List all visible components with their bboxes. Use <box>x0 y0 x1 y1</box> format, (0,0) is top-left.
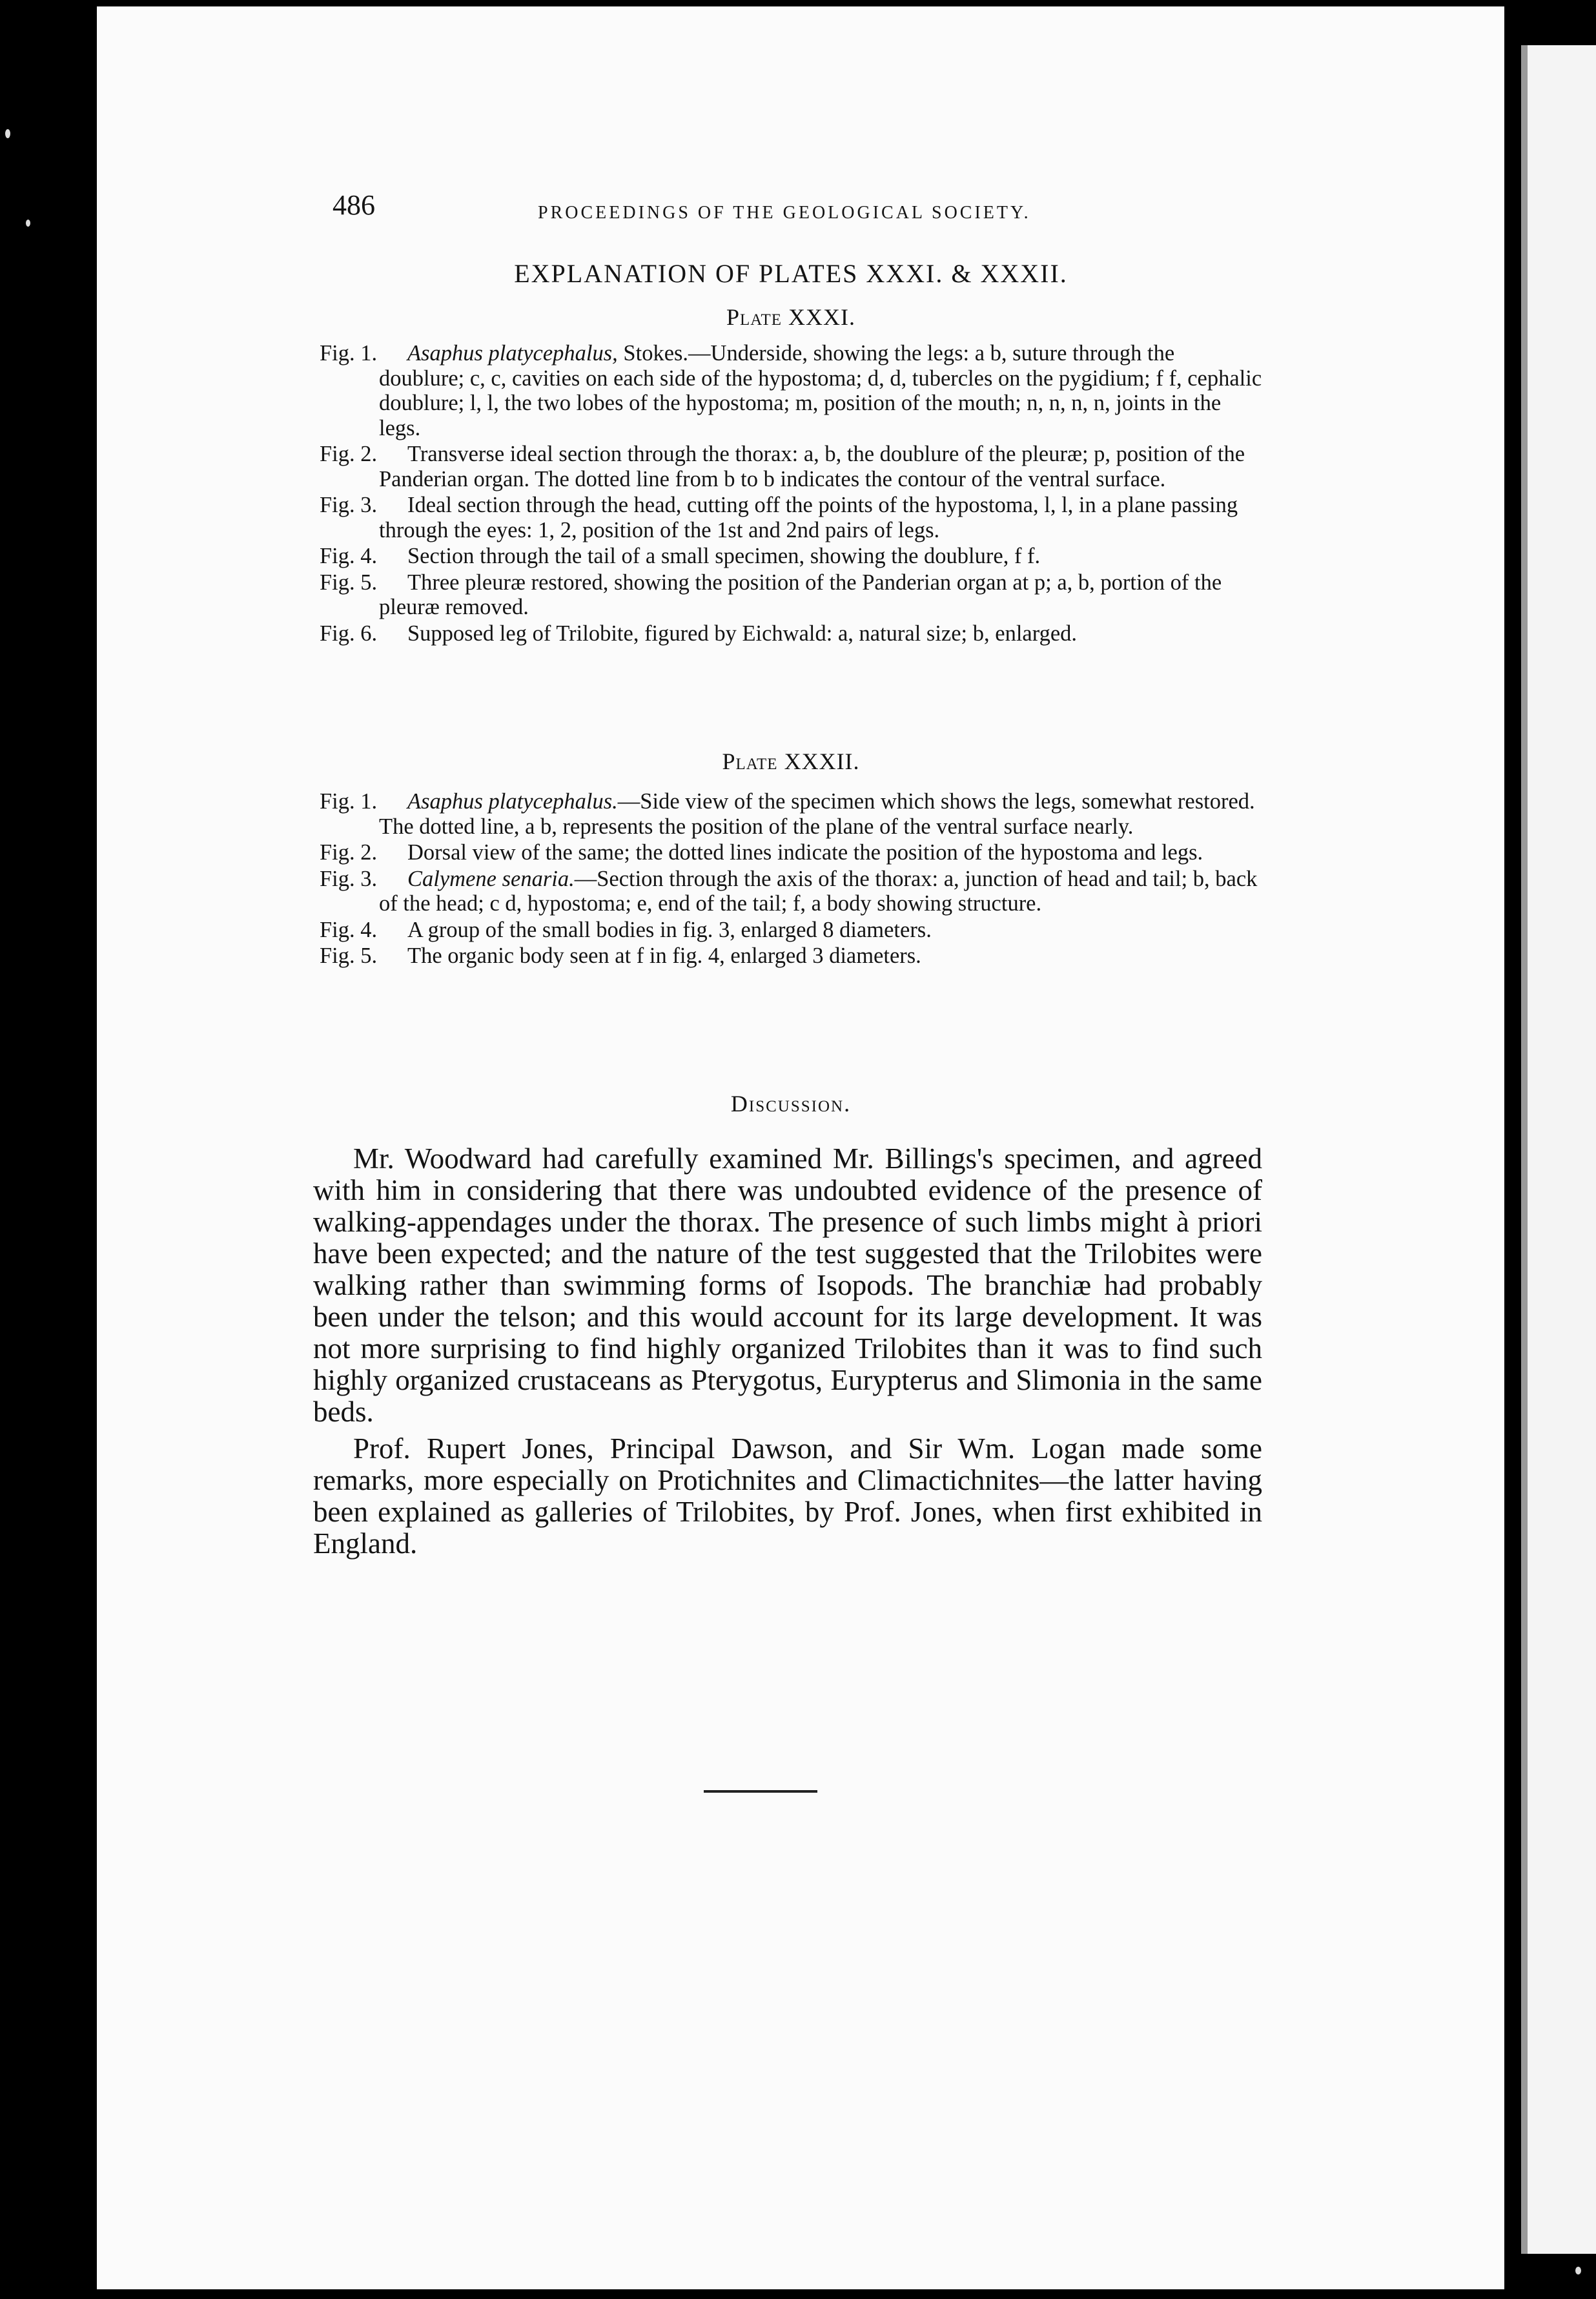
specimen-name: Asaphus platycephalus. <box>407 789 618 814</box>
plate-31-heading: Plate XXXI. <box>726 304 856 330</box>
figure-label: Fig. 1. <box>320 341 378 366</box>
scan-speck <box>1575 2267 1581 2274</box>
figure-caption <box>320 493 1262 542</box>
figure-text: Stokes.—Underside, showing the legs: a b, suture through the doublure; c, c, cavities on each side of the hypostoma; d, d, tubercles on the pygidium; f f, cephalic doublure; l, l, the two lobes of the hypostoma; m, position of the mouth; n, n, n, n, joints in the legs. <box>379 341 1262 440</box>
figure-text: —Section through the axis of the thorax: a, junction of head and tail; b, back of the head; c d, hypostoma; e, end of the tail; f, a body showing structure. <box>379 866 1258 916</box>
plate-32-figures <box>320 789 1262 970</box>
figure-label: Fig. 6. <box>320 621 378 646</box>
discussion-heading: Discussion. <box>730 1091 852 1117</box>
figure-caption <box>320 918 1262 943</box>
discussion-body <box>313 1143 1262 1565</box>
figure-text: Supposed leg of Trilobite, figured by Eichwald: a, natural size; b, enlarged. <box>407 621 1078 646</box>
figure-caption <box>320 341 1262 440</box>
figure-text: The organic body seen at f in fig. 4, enlarged 3 diameters. <box>407 943 921 968</box>
figure-label: Fig. 2. <box>320 840 378 865</box>
figure-caption <box>320 789 1262 839</box>
figure-caption <box>320 621 1262 646</box>
figure-text: —Side view of the specimen which shows the legs, somewhat restored. The dotted line, a b, represents the position of the plane of the ventral surface nearly. <box>379 789 1255 839</box>
figure-caption <box>320 840 1262 865</box>
figure-text: Transverse ideal section through the thorax: a, b, the doublure of the pleuræ; p, position of the Panderian organ. The dotted line from b to b indicates the contour of the ventral surface. <box>379 442 1245 491</box>
figure-text: Dorsal view of the same; the dotted lines indicate the position of the hypostoma and legs. <box>407 840 1203 865</box>
specimen-name: Asaphus platycephalus, <box>407 341 618 366</box>
figure-label: Fig. 3. <box>320 866 378 891</box>
discussion-paragraph: Mr. Woodward had carefully examined Mr. Billings's specimen, and agreed with him in considering that there was undoubted evidence of the presence of walking-appendages under the thorax. The presence of such limbs might à priori have been expected; and the nature of the test suggested that the Trilobites were walking rather than swimming forms of Isopods. The branchiæ had probably been under the telson; and this would account for its large development. It was not more surprising to find highly organized Trilobites than it was to find such highly organized crustaceans as Pterygotus, Eurypterus and Slimonia in the same beds. <box>313 1142 1262 1428</box>
figure-text: Section through the tail of a small specimen, showing the doublure, f f. <box>407 544 1041 568</box>
page-gutter-shadow <box>1521 45 1528 2254</box>
running-header <box>332 189 1081 227</box>
figure-caption <box>320 867 1262 916</box>
figure-label: Fig. 2. <box>320 442 378 466</box>
running-title: PROCEEDINGS OF THE GEOLOGICAL SOCIETY. <box>538 203 1031 223</box>
plate-31-figures <box>320 341 1262 647</box>
figure-text: A group of the small bodies in fig. 3, enlarged 8 diameters. <box>407 917 932 942</box>
figure-label: Fig. 4. <box>320 544 378 568</box>
figure-caption <box>320 570 1262 620</box>
scan-speck <box>26 220 30 227</box>
figure-caption <box>320 442 1262 491</box>
plates-title: EXPLANATION OF PLATES XXXI. & XXXII. <box>514 259 1068 288</box>
adjacent-page-edge <box>1521 45 1596 2254</box>
figure-text: Ideal section through the head, cutting off the points of the hypostoma, l, l, in a plane passing through the eyes: 1, 2, position of the 1st and 2nd pairs of legs. <box>379 493 1238 542</box>
section-end-rule <box>704 1790 817 1793</box>
figure-label: Fig. 5. <box>320 570 378 595</box>
specimen-name: Calymene senaria. <box>407 866 575 891</box>
plate-32-heading: Plate XXXII. <box>722 748 860 774</box>
page-number: 486 <box>332 189 375 221</box>
figure-label: Fig. 4. <box>320 917 378 942</box>
figure-caption <box>320 943 1262 969</box>
figure-caption <box>320 544 1262 569</box>
figure-label: Fig. 3. <box>320 493 378 517</box>
figure-label: Fig. 1. <box>320 789 378 814</box>
figure-text: Three pleuræ restored, showing the position of the Panderian organ at p; a, b, portion of the pleuræ removed. <box>379 570 1222 619</box>
figure-label: Fig. 5. <box>320 943 378 968</box>
discussion-paragraph: Prof. Rupert Jones, Principal Dawson, and Sir Wm. Logan made some remarks, more especially on Protichnites and Climactichnites—the latter having been explained as galleries of Trilobites, by Prof. Jones, when first exhibited in England. <box>313 1432 1262 1560</box>
scan-speck <box>5 129 10 138</box>
